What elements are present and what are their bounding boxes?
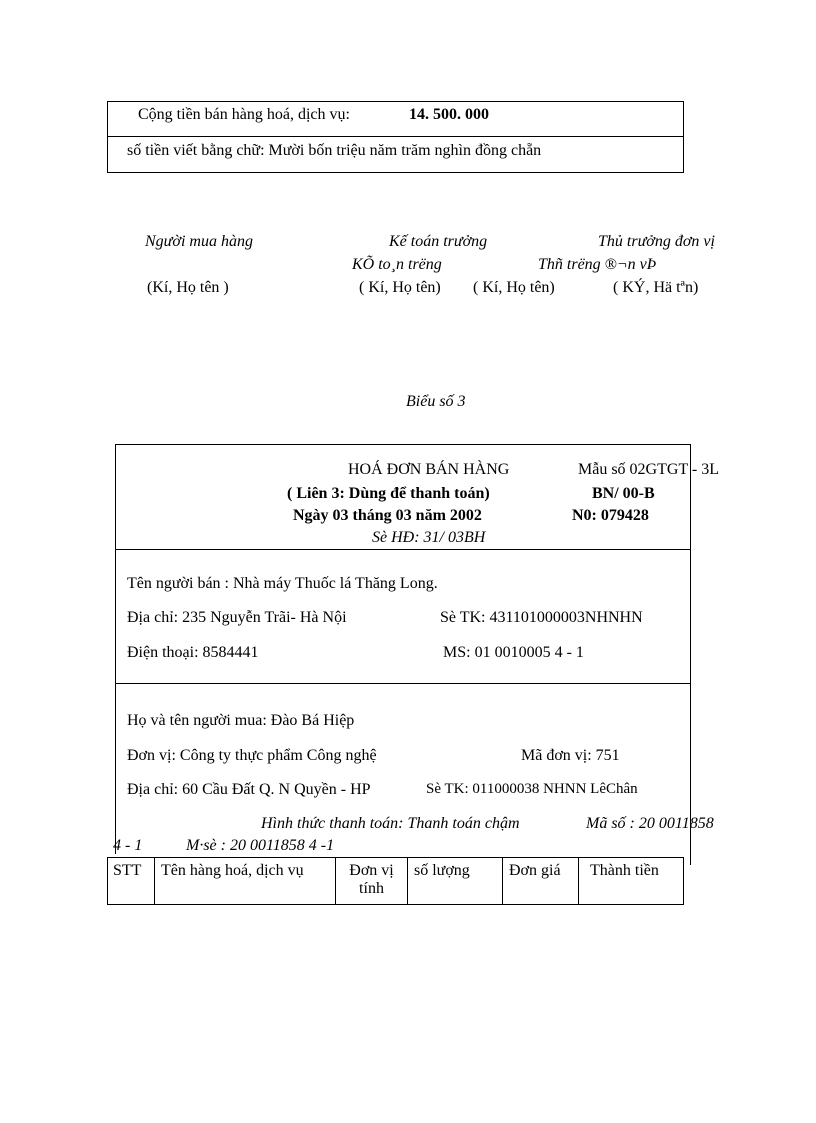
column-header-amount: Thành tiền bbox=[590, 862, 659, 879]
table-col-divider bbox=[502, 857, 503, 905]
buyer-code: Mã số : 20 0011858 bbox=[586, 815, 714, 832]
invoice-number: N0: 079428 bbox=[572, 507, 649, 524]
buyer-address: Địa chỉ: 60 Cầu Đất Q. N Quyền - HP bbox=[127, 781, 371, 798]
seller-tax-code: MS: 01 0010005 4 - 1 bbox=[443, 644, 584, 661]
buyer-account: Sè TK: 011000038 NHNN LêChân bbox=[426, 781, 638, 797]
invoice-title: HOÁ ĐƠN BÁN HÀNG bbox=[348, 461, 510, 478]
head-garbled-title: Thñ trëng ®¬n vÞ bbox=[538, 256, 657, 273]
table-col-divider bbox=[407, 857, 408, 905]
buyer-unit-code: Mã đơn vị: 751 bbox=[521, 747, 620, 764]
invoice-form-number: Mẫu số 02GTGT - 3L bbox=[578, 461, 720, 478]
column-header-item: Tên hàng hoá, dịch vụ bbox=[161, 862, 304, 879]
table-col-divider bbox=[578, 857, 579, 905]
head-sign-note-garbled: ( KÝ, Hä tªn) bbox=[613, 279, 699, 296]
table-col-divider bbox=[154, 857, 155, 905]
seller-account: Sè TK: 431101000003NHNHN bbox=[440, 609, 643, 626]
column-header-quantity: số lượng bbox=[414, 862, 470, 879]
buyer-ms-code: M·sè : 20 0011858 4 -1 bbox=[186, 837, 335, 854]
total-value: 14. 500. 000 bbox=[409, 106, 489, 123]
seller-address: Địa chỉ: 235 Nguyễn Trãi- Hà Nội bbox=[127, 609, 347, 626]
accountant-sign-note: ( Kí, Họ tên) bbox=[359, 279, 441, 296]
invoice-top-border bbox=[115, 444, 691, 445]
summary-divider bbox=[107, 136, 684, 137]
accountant-garbled-title: KÕ to¸n trëng bbox=[352, 256, 442, 273]
head-signature-title: Thủ trưởng đơn vị bbox=[598, 233, 715, 250]
amount-in-words: số tiền viết bằng chữ: Mười bốn triệu năm trăm nghìn đồng chẵn bbox=[127, 142, 542, 159]
seller-phone: Điện thoại: 8584441 bbox=[127, 644, 259, 661]
buyer-unit: Đơn vị: Công ty thực phẩm Công nghệ bbox=[127, 747, 377, 764]
total-label: Cộng tiền bán hàng hoá, dịch vụ: bbox=[138, 106, 350, 123]
invoice-seller-divider bbox=[115, 683, 691, 684]
invoice-copy-label: ( Liên 3: Dùng để thanh toán) bbox=[287, 485, 490, 502]
column-header-stt: STT bbox=[113, 862, 142, 879]
invoice-reference: Sè HĐ: 31/ 03BH bbox=[372, 529, 486, 546]
payment-method: Hình thức thanh toán: Thanh toán chậm bbox=[261, 815, 520, 832]
buyer-signature-title: Người mua hàng bbox=[145, 233, 253, 250]
invoice-date: Ngày 03 tháng 03 năm 2002 bbox=[293, 507, 482, 524]
invoice-right-border bbox=[690, 444, 691, 865]
invoice-header-divider bbox=[115, 549, 691, 550]
invoice-series: BN/ 00-B bbox=[592, 485, 655, 502]
column-header-unit-price: Đơn giá bbox=[509, 862, 561, 879]
buyer-name: Họ và tên người mua: Đào Bá Hiệp bbox=[127, 712, 355, 729]
seller-name: Tên người bán : Nhà máy Thuốc lá Thăng Long. bbox=[127, 575, 438, 592]
accountant-signature-title: Kế toán trưởng bbox=[389, 233, 488, 250]
invoice-left-border bbox=[115, 444, 116, 854]
figure-caption: Biểu số 3 bbox=[406, 393, 466, 410]
column-header-unit: Đơn vị tính bbox=[349, 862, 394, 898]
head-sign-note: ( Kí, Họ tên) bbox=[473, 279, 555, 296]
buyer-sign-note: (Kí, Họ tên ) bbox=[147, 279, 229, 296]
buyer-code-tail: 4 - 1 bbox=[113, 837, 143, 854]
